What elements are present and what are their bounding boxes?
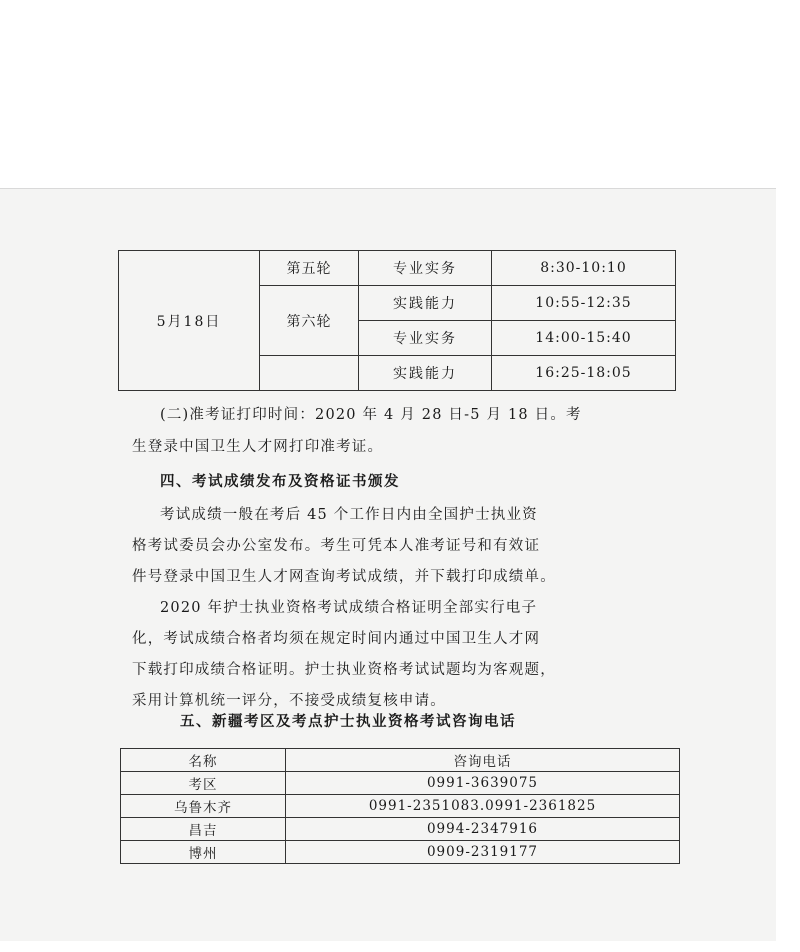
contact-name: 乌鲁木齐: [121, 795, 286, 818]
subject-cell: 实践能力: [359, 356, 492, 391]
time-cell: 8:30-10:10: [492, 251, 676, 286]
header-name: 名称: [121, 749, 286, 772]
time-cell: 10:55-12:35: [492, 286, 676, 321]
subject-cell: 专业实务: [359, 251, 492, 286]
section-4-p1-line-3: 件号登录中国卫生人才网查询考试成绩，并下载打印成绩单。: [132, 569, 556, 585]
time-cell: 16:25-18:05: [492, 356, 676, 391]
section-4-p1-line-1: 考试成绩一般在考后 45 个工作日内由全国护士执业资: [160, 507, 538, 523]
contact-phone: 0991-2351083.0991-2361825: [286, 795, 680, 818]
admission-line-2: 生登录中国卫生人才网打印准考证。: [132, 439, 384, 455]
subject-cell: 专业实务: [359, 321, 492, 356]
contact-name: 考区: [121, 772, 286, 795]
exam-date-cell: 5月18日: [119, 251, 260, 391]
empty-round-cell: [260, 356, 359, 391]
time-cell: 14:00-15:40: [492, 321, 676, 356]
table-row: [119, 251, 676, 286]
section-4-p2-line-2: 化，考试成绩合格者均须在规定时间内通过中国卫生人才网: [132, 631, 541, 647]
table-header-row: [121, 749, 680, 772]
section-4-p1-line-2: 格考试委员会办公室发布。考生可凭本人准考证号和有效证: [132, 538, 541, 554]
section-4-p2-line-4: 采用计算机统一评分，不接受成绩复核申请。: [132, 693, 446, 709]
table-row: [121, 841, 680, 864]
admission-line-1: (二)准考证打印时间：2020 年 4 月 28 日-5 月 18 日。考: [160, 407, 582, 423]
contact-phone: 0909-2319177: [286, 841, 680, 864]
subject-cell: 实践能力: [359, 286, 492, 321]
table-row: [121, 795, 680, 818]
section-5-heading: 五、新疆考区及考点护士执业资格考试咨询电话: [180, 714, 516, 730]
round-cell: 第六轮: [260, 286, 359, 356]
table-row: [121, 818, 680, 841]
exam-schedule-table: [118, 250, 676, 391]
round-cell: 第五轮: [260, 251, 359, 286]
section-4-heading: 四、考试成绩发布及资格证书颁发: [160, 474, 400, 490]
page-margin: [776, 188, 800, 952]
contact-table: [120, 748, 680, 864]
section-4-p2-line-3: 下载打印成绩合格证明。护士执业资格考试试题均为客观题，: [132, 662, 556, 678]
table-row: [121, 772, 680, 795]
contact-phone: 0994-2347916: [286, 818, 680, 841]
contact-name: 博州: [121, 841, 286, 864]
contact-name: 昌吉: [121, 818, 286, 841]
contact-phone: 0991-3639075: [286, 772, 680, 795]
header-phone: 咨询电话: [286, 749, 680, 772]
section-4-p2-line-1: 2020 年护士执业资格考试成绩合格证明全部实行电子: [160, 600, 538, 616]
